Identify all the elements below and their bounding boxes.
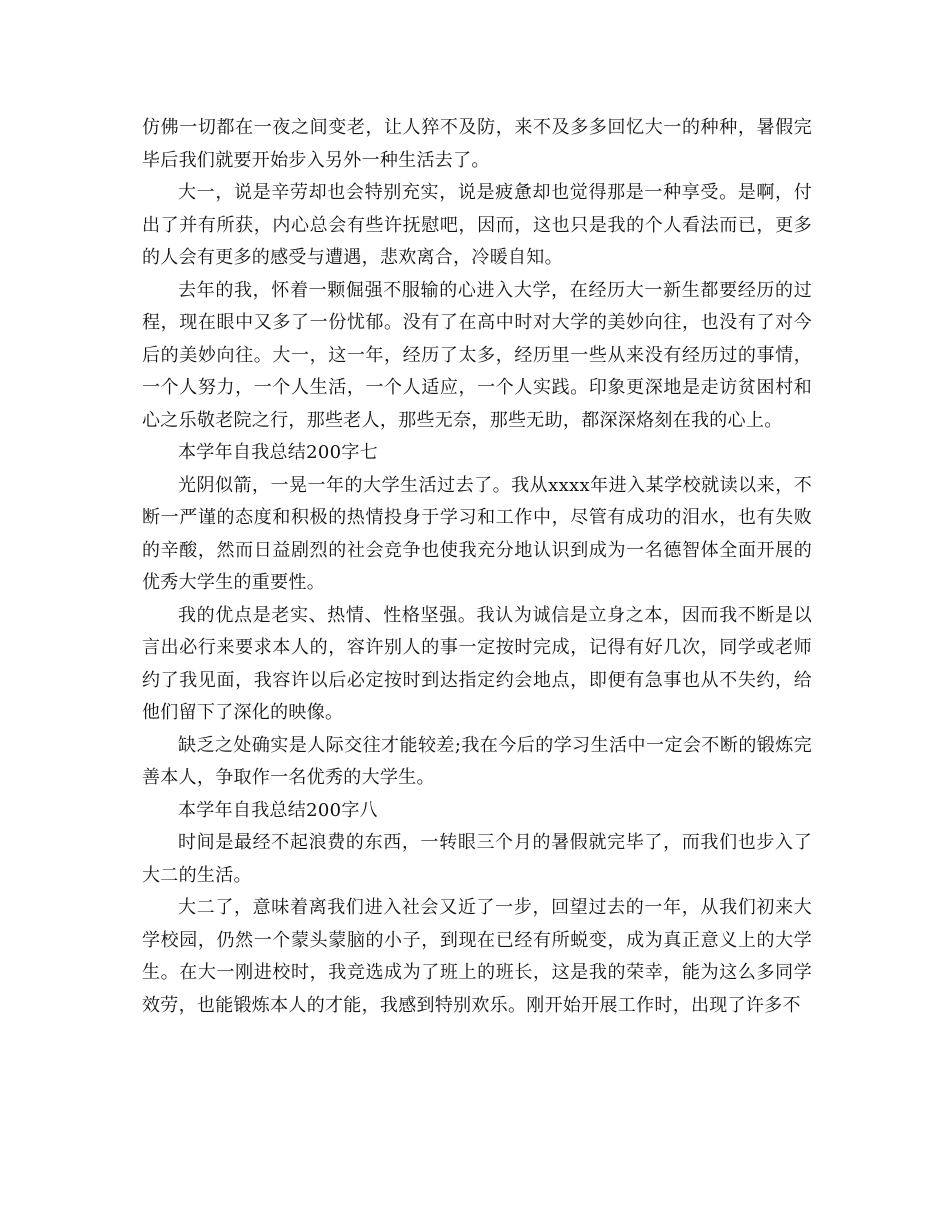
paragraph: 时间是最经不起浪费的东西，一转眼三个月的暑假就完毕了，而我们也步入了大二的生活。 — [142, 832, 812, 886]
paragraph: 光阴似箭，一晃一年的大学生活过去了。我从xxxx年进入某学校就读以来，不断一严谨的态度和积极的热情投身于学习和工作中，尽管有成功的泪水，也有失败的辛酸，然而日益剧烈的社会竞争也使我充分地认识到成为一名德智体全面开展的优秀大学生的重要性。 — [142, 474, 812, 593]
paragraph: 大一，说是辛劳却也会特别充实，说是疲惫却也觉得那是一种享受。是啊，付出了并有所获，内心总会有些许抚慰吧，因而，这也只是我的个人看法而已，更多的人会有更多的感受与遭遇，悲欢离合，冷暖自知。 — [142, 182, 812, 268]
paragraph: 大二了，意味着离我们进入社会又近了一步，回望过去的一年，从我们初来大学校园，仍然一个蒙头蒙脑的小子，到现在已经有所蜕变，成为真正意义上的大学生。在大一刚进校时，我竞选成为了班上的班长，这是我的荣幸，能为这么多同学效劳，也能锻炼本人的才能，我感到特别欢乐。刚开始开展工作时，出现了许多不 — [142, 897, 812, 1016]
paragraph: 我的优点是老实、热情、性格坚强。我认为诚信是立身之本，因而我不断是以言出必行来要求本人的，容许别人的事一定按时完成，记得有好几次，同学或老师约了我见面，我容许以后必定按时到达指定约会地点，即便有急事也从不失约，给他们留下了深化的映像。 — [142, 604, 812, 723]
section-heading: 本学年自我总结200字八 — [178, 799, 378, 821]
paragraph: 缺乏之处确实是人际交往才能较差;我在今后的学习生活中一定会不断的锻炼完善本人，争取作一名优秀的大学生。 — [142, 734, 812, 788]
document-body — [142, 112, 812, 1022]
paragraph: 仿佛一切都在一夜之间变老，让人猝不及防，来不及多多回忆大一的种种，暑假完毕后我们就要开始步入另外一种生活去了。 — [142, 117, 812, 171]
section-heading: 本学年自我总结200字七 — [178, 442, 378, 463]
paragraph: 去年的我，怀着一颗倔强不服输的心进入大学，在经历大一新生都要经历的过程，现在眼中又多了一份忧郁。没有了在高中时对大学的美妙向往，也没有了对今后的美妙向往。大一，这一年，经历了太多，经历里一些从来没有经历过的事情，一个人努力，一个人生活，一个人适应，一个人实践。印象更深地是走访贫困村和心之乐敬老院之行，那些老人，那些无奈，那些无助，都深深烙刻在我的心上。 — [142, 279, 812, 431]
